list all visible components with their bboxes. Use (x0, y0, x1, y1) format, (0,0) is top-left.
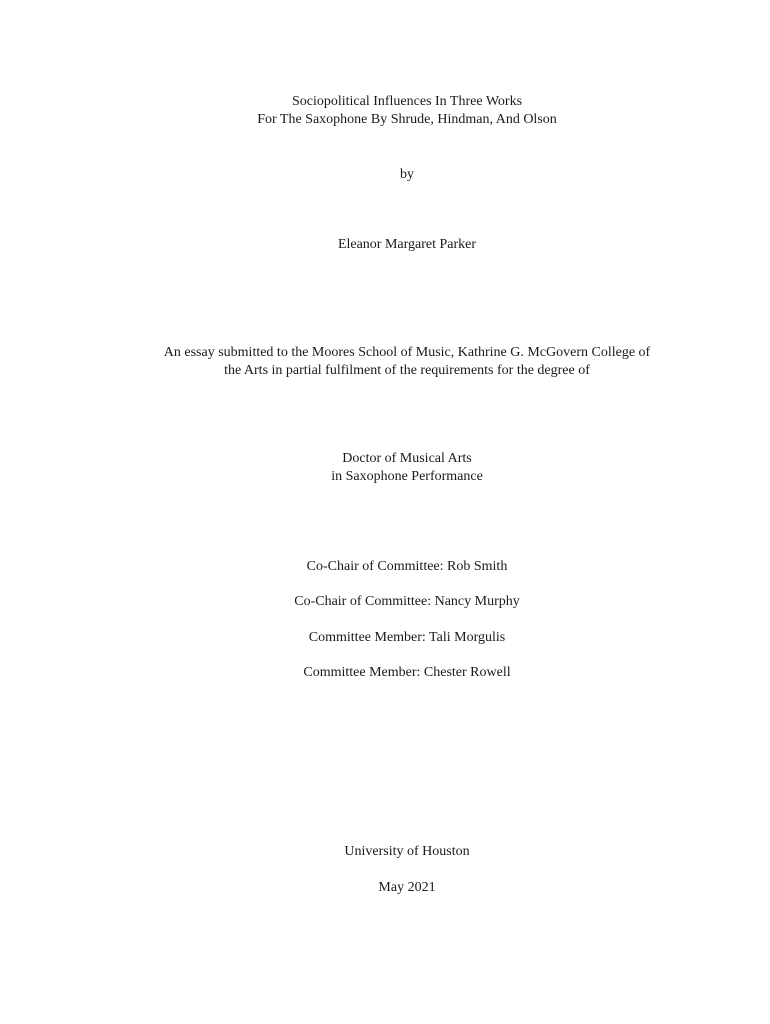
document-title-line-1: Sociopolitical Influences In Three Works (291, 94, 523, 109)
committee-member: Committee Member: Chester Rowell (303, 665, 511, 680)
committee-member: Committee Member: Tali Morgulis (308, 630, 506, 645)
committee-member: Co-Chair of Committee: Rob Smith (306, 559, 508, 574)
degree-specialization: in Saxophone Performance (331, 469, 483, 484)
committee-member: Co-Chair of Committee: Nancy Murphy (294, 594, 520, 609)
document-title-line-2: For The Saxophone By Shrude, Hindman, And Olson (257, 112, 557, 127)
submission-date: May 2021 (378, 880, 436, 895)
author-name: Eleanor Margaret Parker (337, 237, 477, 252)
byline: by (400, 167, 414, 182)
submission-statement-line-2: the Arts in partial fulfilment of the requirements for the degree of (224, 363, 590, 378)
submission-statement-line-1: An essay submitted to the Moores School of Music, Kathrine G. McGovern College of (163, 345, 651, 360)
degree-name: Doctor of Musical Arts (342, 451, 472, 466)
institution-name: University of Houston (344, 844, 470, 859)
